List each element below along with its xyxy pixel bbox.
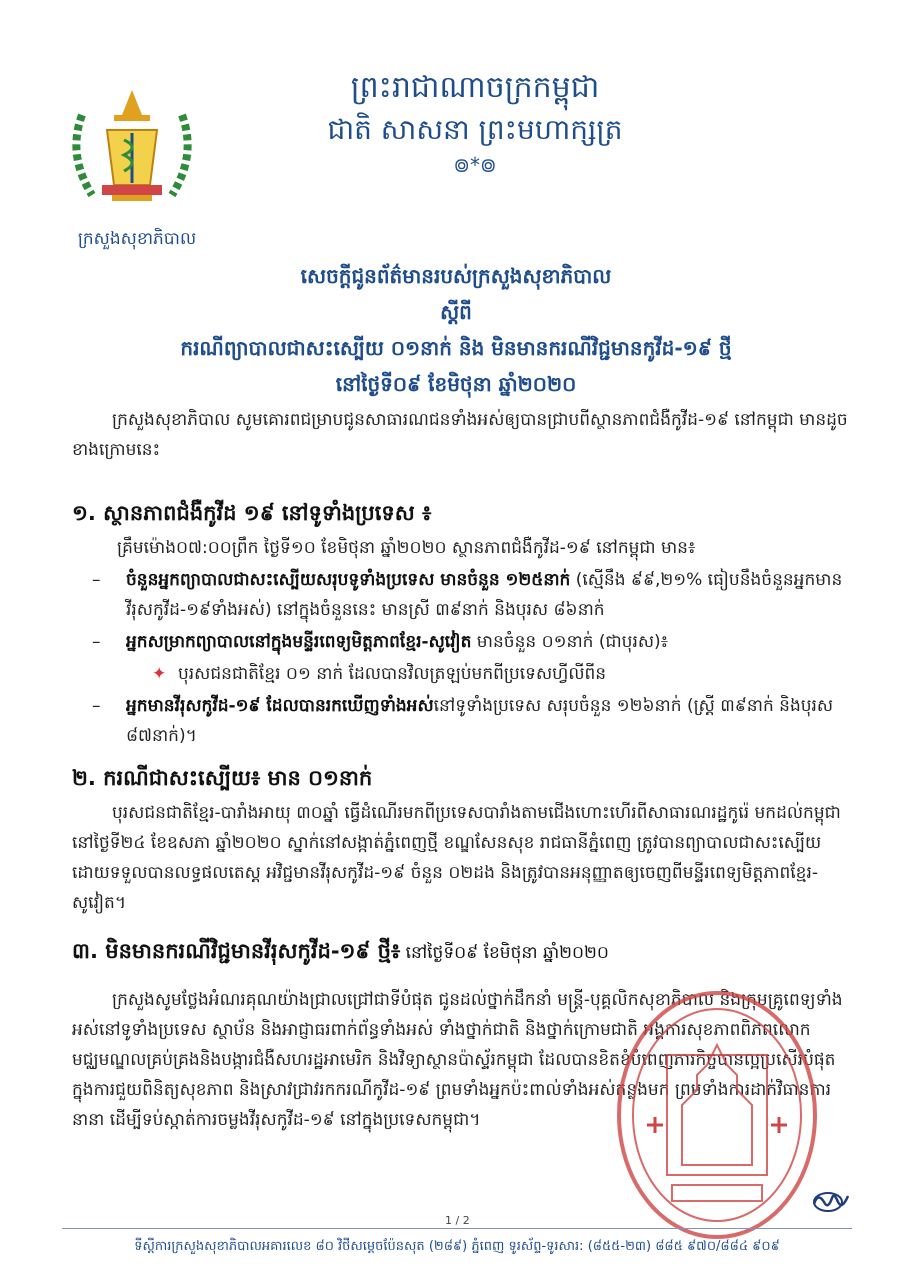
hospitalized-detail: មានចំនួន ០១នាក់ (ជាបុរស)៖	[471, 632, 669, 652]
title-line-3: ករណីព្យាបាលជាសះស្បើយ ០១នាក់ និង មិនមានករណីវិជ្ជមានកូវីដ-១៩ ថ្មី	[180, 336, 732, 360]
dash-marker: –	[92, 570, 101, 590]
official-seal-stamp	[612, 985, 822, 1245]
ornament: ៙*៙	[453, 153, 497, 177]
total-cases-label: អ្នកមានវីរុសកូវីដ-១៩ ដែលបានរកឃើញទាំងអស់	[126, 696, 434, 716]
title-line-1: សេចក្តីជូនព័ត៌មានរបស់ក្រសួងសុខាភិបាល	[300, 264, 612, 288]
section-3-title: ៣. មិនមានករណីវិជ្ជមានវីរុសកូវីដ-១៩ ថ្មី៖	[72, 939, 401, 963]
closing-paragraph: ក្រសួងសូមថ្លែងអំណរគុណយ៉ាងជ្រាលជ្រៅជាទីបំផុត ជូនដល់ថ្នាក់ដឹកនាំ មន្ត្រី-បុគ្គលិកសុខាភិបាល និងក្រុមគ្រូពេទ្យទាំងអស់នៅទូទាំងប្រទេស ស្ថាប័ន និងអាជ្ញាធរពាក់ព័ន្ធទាំងអស់ ទាំងថ្នាក់ជាតិ និងថ្នាក់ក្រោមជាតិ អង្គការសុខភាពពិភពលោក មជ្ឈមណ្ឌលគ្រប់គ្រងនិងបង្ការជំងឺសហរដ្ឋអាមេរិក និងវិទ្យាស្ថានប៉ាស្ទ័រកម្ពុជា ដែលបានខិតខំបំពេញភារកិច្ចបានល្អប្រសើរបំផុត ក្នុងការជួយពិនិត្យសុខភាព និងស្រាវជ្រាវរកករណីកូវីដ-១៩ ព្រមទាំងអ្នកប៉ះពាល់ទាំងអស់កន្លងមក ព្រមទាំងការដាក់វិធានការនានា ដើម្បីទប់ស្កាត់ការចម្លងវីរុសកូវីដ-១៩ នៅក្នុងប្រទេសកម្ពុជា។	[72, 990, 843, 1130]
recovered-detail: (ស្មើនឹង ៩៩,២១% ធៀបនឹងចំនួនអ្នកមានវីរុសកូវីដ-១៩ទាំងអស់) នៅក្នុងចំនួននេះ មានស្រី ៣៩នាក់ និងបុរស ៨៦នាក់	[126, 570, 843, 620]
section-2-heading: ២. ករណីជាសះស្បើយ៖ មាន ០១នាក់	[72, 766, 373, 790]
kingdom-title: ព្រះរាជាណាចក្រកម្ពុជា	[350, 70, 600, 105]
list-item	[92, 565, 862, 625]
ministry-of-health-logo	[62, 85, 202, 215]
intro-paragraph: ក្រសួងសុខាភិបាល សូមគោរពជម្រាបជូនសាធារណជនទាំងអស់ឲ្យបានជ្រាបពីស្ថានភាពជំងឺកូវីដ-១៩ នៅកម្ពុជា មានដូចខាងក្រោមនេះ	[72, 410, 848, 460]
hospitalized-label: អ្នកសម្រាកព្យាបាលនៅក្នុងមន្ទីរពេទ្យមិត្តភាពខ្មែរ-សូវៀត	[126, 632, 472, 652]
list-item	[92, 627, 862, 657]
section-3-date: នៅថ្ងៃទី០៩ ខែមិថុនា ឆ្នាំ២០២០	[400, 943, 609, 963]
sub-list-item	[92, 659, 862, 689]
ministry-name: ក្រសួងសុខាភិបាល	[77, 229, 197, 249]
document-title	[80, 258, 832, 402]
footer-address: ទីស្តីការក្រសួងសុខាភិបាលអគារលេខ ៨០ វិថីសម្តេចប៉ែនសុត (២៨៩) ភ្នំពេញ ទូរស័ព្ទ-ទូរសារ: (៨៥៥-២៣) ៨៨៥ ៩៧០/៨៨៤ ៩០៩	[134, 1239, 780, 1254]
dash-marker: –	[92, 696, 101, 716]
section-2-body: បុរសជនជាតិខ្មែរ-បារាំងអាយុ ៣០ឆ្នាំ ធ្វើដំណើរមកពីប្រទេសបារាំងតាមជើងហោះហើរពីសាធារណរដ្ឋកូរ៉េ មកដល់កម្ពុជានៅថ្ងៃទី២៤ ខែឧសភា ឆ្នាំ២០២០ ស្នាក់នៅសង្កាត់ភ្នំពេញថ្មី ខណ្ឌសែនសុខ រាជធានីភ្នំពេញ ត្រូវបានព្យាបាលជាសះស្បើយ ដោយទទួលបានលទ្ធផលតេស្ត អវិជ្ជមានវីរុសកូវីដ-១៩ ចំនួន ០២ដង និងត្រូវបានអនុញ្ញាតឲ្យចេញពីមន្ទីរពេទ្យមិត្តភាពខ្មែរ-សូវៀត។	[72, 803, 841, 913]
page-number: 1 / 2	[445, 1214, 470, 1227]
section-1-status-line: គ្រឹមម៉ោង០៧:០០ព្រឹក ថ្ងៃទី១០ ខែមិថុនា ឆ្នាំ២០២០ ស្ថានភាពជំងឺកូវីដ-១៩ នៅកម្ពុជា មាន៖	[117, 538, 696, 558]
section-1-bullets	[92, 565, 862, 753]
recovered-total: ចំនួនអ្នកព្យាបាលជាសះស្បើយសរុបទូទាំងប្រទេស មានចំនួន ១២៥នាក់	[126, 570, 571, 590]
hospitalized-patient: បុរសជនជាតិខ្មែរ ០១ នាក់ ដែលបានវិលត្រឡប់មកពីប្រទេសហ្វីលីពីន	[178, 664, 607, 684]
title-line-4: នៅថ្ងៃទី០៩ ខែមិថុនា ឆ្នាំ២០២០	[335, 372, 577, 396]
section-1-heading: ១. ស្ថានភាពជំងឺកូវីដ ១៩ នៅទូទាំងប្រទេស ៖	[72, 501, 432, 525]
dash-marker: –	[92, 632, 101, 652]
handwritten-signature	[808, 1188, 854, 1214]
section-3-heading	[72, 938, 609, 969]
diamond-bullet-icon: ✦	[152, 664, 167, 684]
list-item	[92, 691, 862, 751]
national-motto: ជាតិ សាសនា ព្រះមហាក្សត្រ	[327, 113, 623, 146]
footer-divider	[62, 1228, 852, 1229]
title-line-2: ស្តីពី	[440, 300, 472, 324]
total-cases-detail: នៅទូទាំងប្រទេស សរុបចំនួន ១២៦នាក់ (ស្ត្រី ៣៩នាក់ និងបុរស ៨៧នាក់)។	[126, 696, 834, 746]
kingdom-header	[260, 66, 690, 180]
